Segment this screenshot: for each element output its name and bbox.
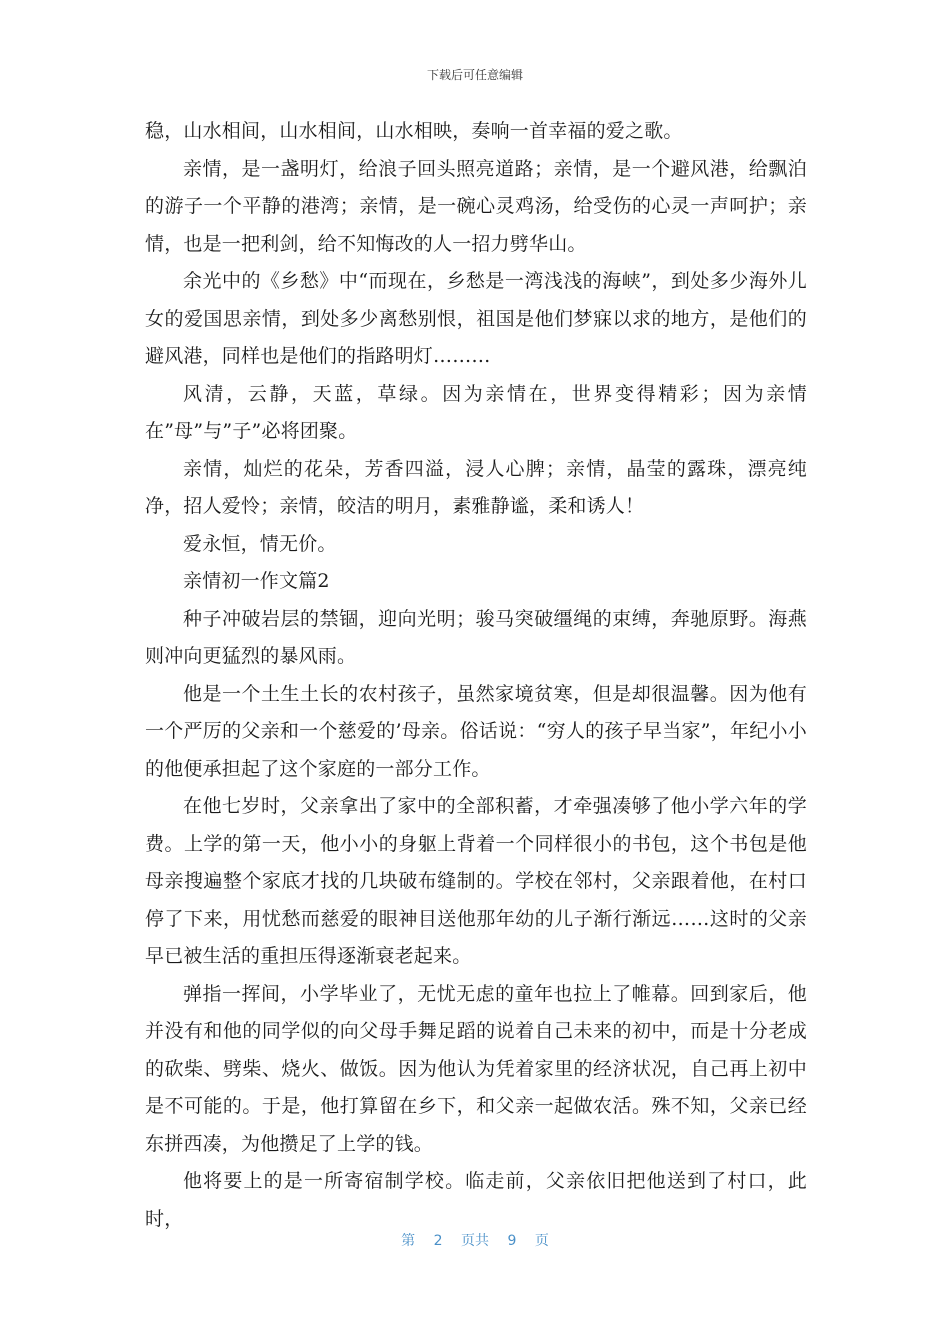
paragraph: 稳，山水相间，山水相间，山水相映，奏响一首幸福的爱之歌。 (145, 120, 683, 142)
paragraph: 余光中的《乡愁》中“而现在，乡愁是一湾浅浅的海峡”，到处多少海外儿女的爱国思亲情，到处多少离愁别恨，祖国是他们梦寐以求的地方，是他们的避风港，同样也是他们的指路明灯……… (145, 270, 807, 367)
page-prefix: 第 (401, 1233, 416, 1249)
section-heading: 亲情初一作文篇2 (183, 570, 330, 592)
paragraph: 他是一个土生土长的农村孩子，虽然家境贫寒，但是却很温馨。因为他有一个严厉的父亲和一个慈爱的’母亲。俗话说：“穷人的孩子早当家”，年纪小小的他便承担起了这个家庭的一部分工作。 (145, 682, 807, 780)
paragraph: 亲情，灿烂的花朵，芳香四溢，浸人心脾；亲情，晶莹的露珠，漂亮纯净，招人爱怜；亲情，皎洁的明月，素雅静谧，柔和诱人！ (145, 457, 807, 517)
paragraph: 种子冲破岩层的禁锢，迎向光明；骏马突破缰绳的束缚，奔驰原野。海燕则冲向更猛烈的暴风雨。 (145, 607, 807, 667)
paragraph: 他将要上的是一所寄宿制学校。临走前，父亲依旧把他送到了村口，此时， (145, 1170, 807, 1230)
paragraph: 在他七岁时，父亲拿出了家中的全部积蓄，才牵强凑够了他小学六年的学费。上学的第一天，他小小的身躯上背着一个同样很小的书包，这个书包是他母亲搜遍整个家底才找的几块破布缝制的。学校在邻村，父亲跟着他，在村口停了下来，用忧愁而慈爱的眼神目送他那年幼的儿子渐行渐远……这时的父亲早已被生活的重担压得逐渐衰老起来。 (145, 795, 807, 967)
current-page-number: 2 (433, 1233, 443, 1249)
paragraph: 弹指一挥间，小学毕业了，无忧无虑的童年也拉上了帷幕。回到家后，他并没有和他的同学似的向父母手舞足蹈的说着自己未来的初中，而是十分老成的砍柴、劈柴、烧火、做饭。因为他认为凭着家里的经济状况，自己再上初中是不可能的。于是，他打算留在乡下，和父亲一起做农活。殊不知，父亲已经东拼西凑，为他攒足了上学的钱。 (145, 982, 807, 1155)
paragraph: 爱永恒，情无价。 (183, 532, 337, 555)
document-body (145, 113, 807, 1238)
total-pages-number: 9 (507, 1233, 517, 1249)
page-footer (0, 1230, 950, 1250)
page-middle: 页共 (461, 1233, 489, 1249)
page-suffix: 页 (534, 1233, 549, 1249)
paragraph: 亲情，是一盏明灯，给浪子回头照亮道路；亲情，是一个避风港，给飘泊的游子一个平静的港湾；亲情，是一碗心灵鸡汤，给受伤的心灵一声呵护；亲情，也是一把利剑，给不知悔改的人一招力劈华山。 (145, 157, 807, 255)
header-note: 下载后可任意编辑 (426, 68, 523, 82)
paragraph: 风清，云静，天蓝，草绿。因为亲情在，世界变得精彩；因为亲情在”母”与”子”必将团聚。 (145, 382, 807, 442)
